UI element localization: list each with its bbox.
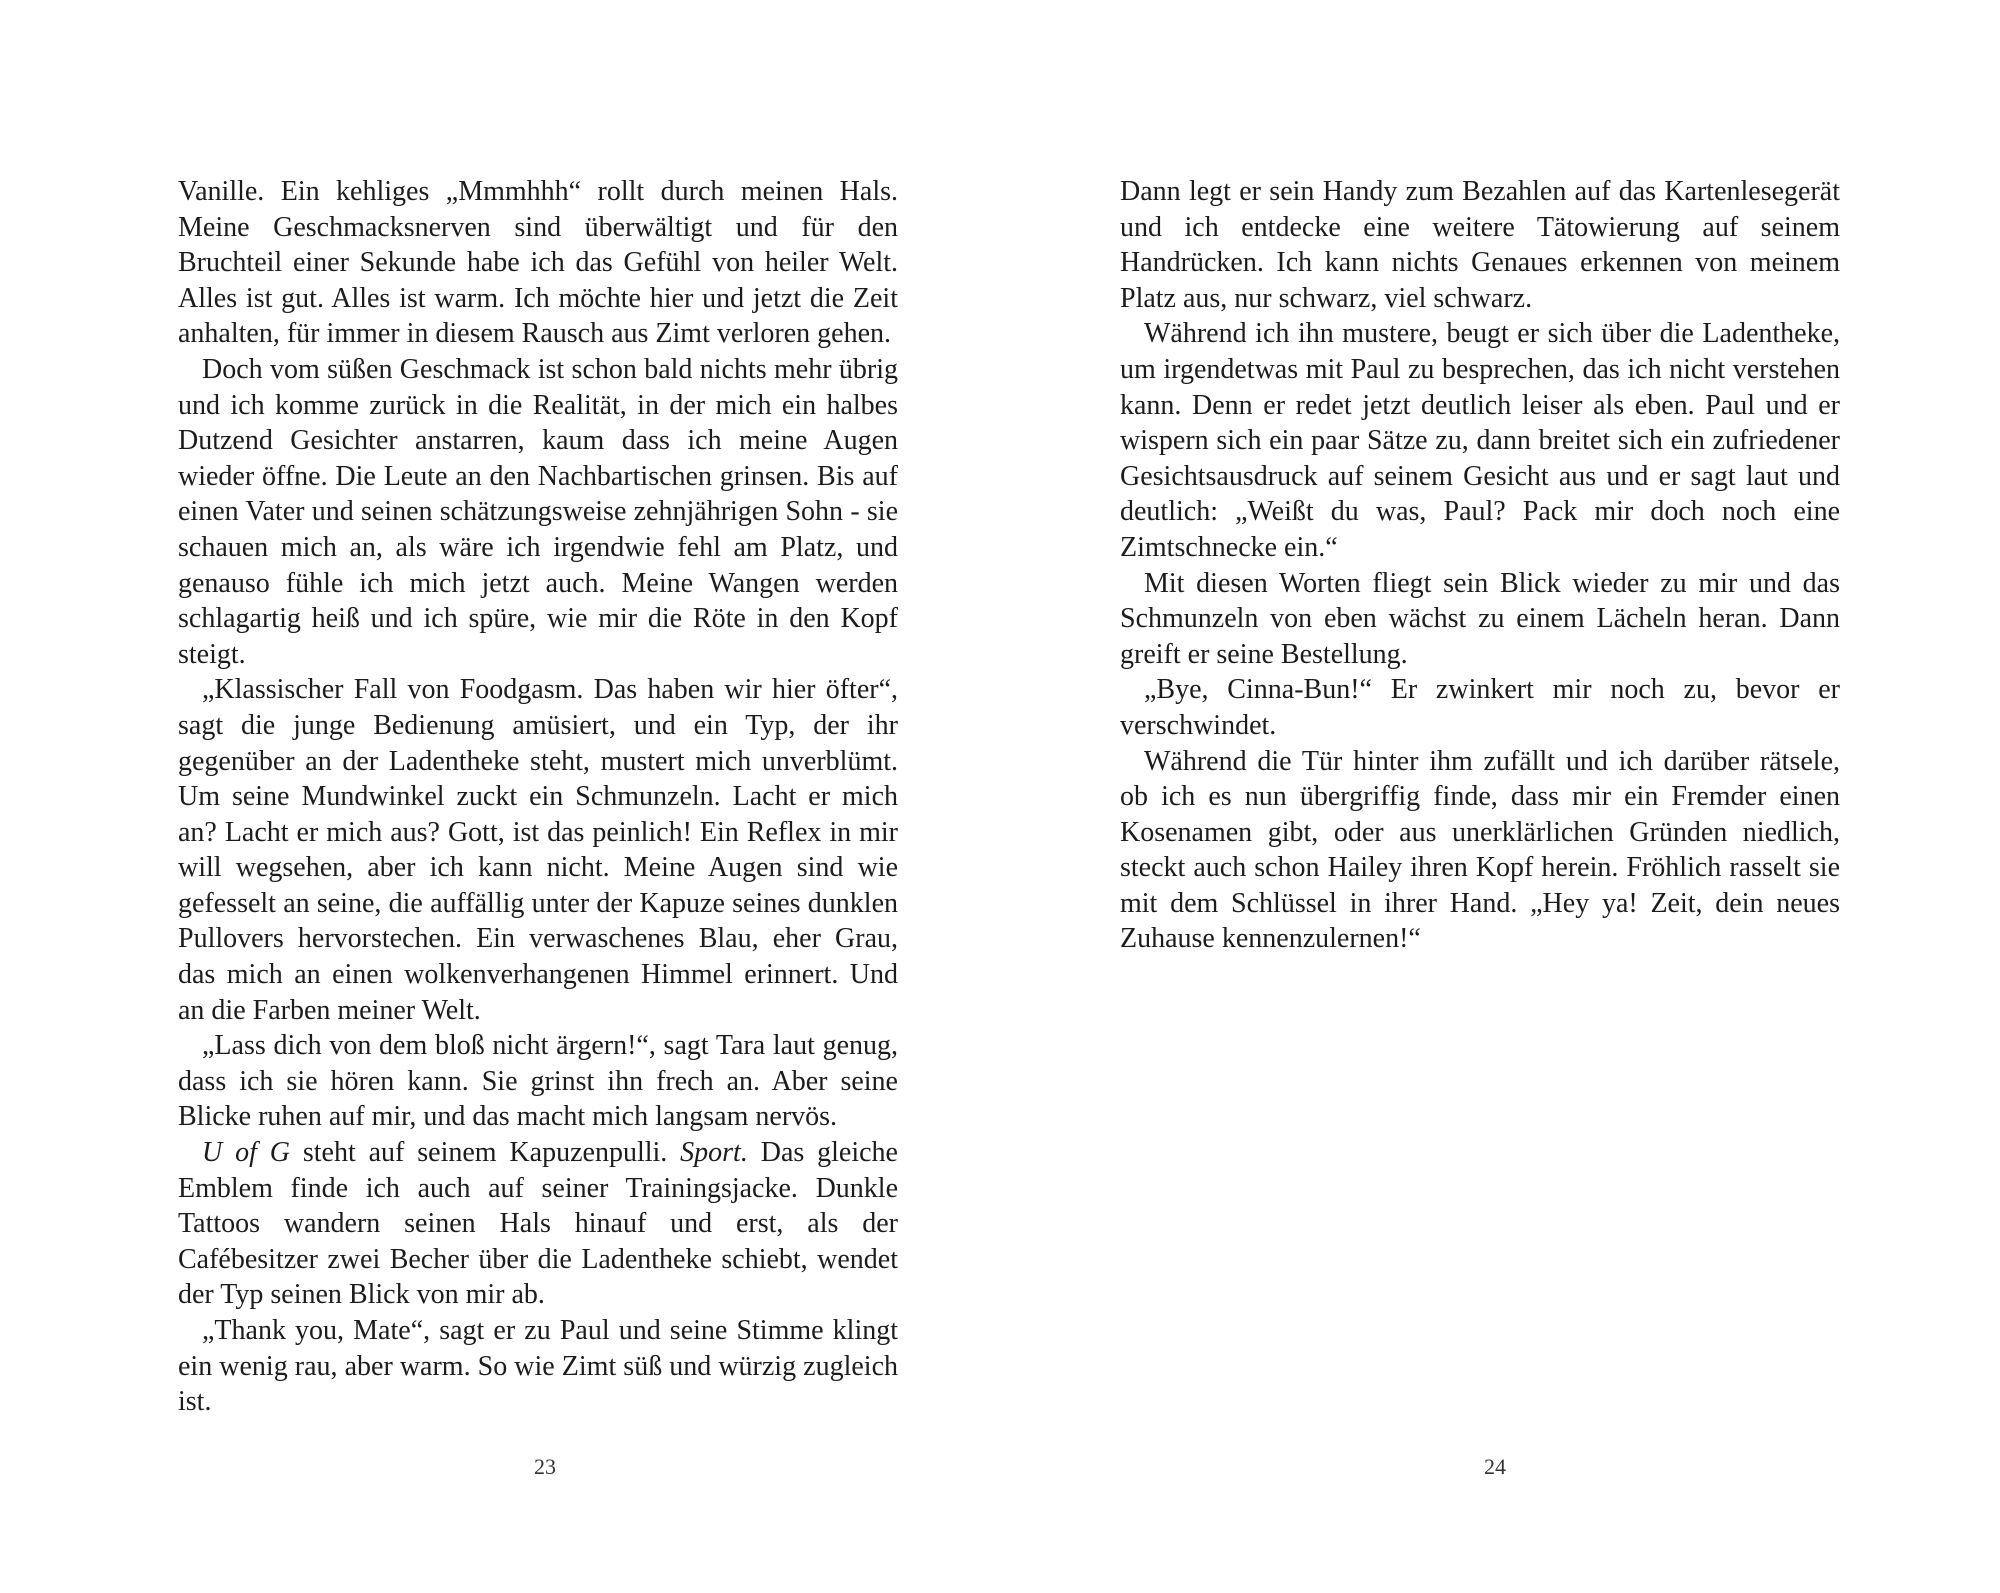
italic-text: U of G: [202, 1137, 290, 1169]
left-page-text: [178, 174, 898, 1420]
paragraph: Doch vom süßen Geschmack ist schon bald nichts mehr übrig und ich komme zurück in die Realität, in der mich ein halbes Dutzend Gesichter anstarren, kaum dass ich meine Augen wieder öffne. Die Leute an den Nachbartischen grinsen. Bis auf einen Vater und seinen schätzungsweise zehnjährigen Sohn - sie schauen mich an, als wäre ich irgendwie fehl am Platz, und genauso fühle ich mich jetzt auch. Meine Wangen werden schlagartig heiß und ich spüre, wie mir die Röte in den Kopf steigt.: [178, 353, 898, 670]
page-number: 23: [534, 1454, 556, 1479]
paragraph: Mit diesen Worten fliegt sein Blick wieder zu mir und das Schmunzeln von eben wächst zu einem Lächeln heran. Dann greift er seine Bestellung.: [1120, 567, 1840, 670]
italic-text: Sport.: [680, 1137, 748, 1169]
paragraph: Dann legt er sein Handy zum Bezahlen auf das Kartenlesegerät und ich entdecke eine weitere Tätowierung auf seinem Handrücken. Ich kann nichts Genaues erkennen von meinem Platz aus, nur schwarz, viel schwarz.: [1120, 176, 1840, 314]
right-page: [1000, 0, 2000, 1593]
page-number: 24: [1484, 1454, 1506, 1479]
paragraph-text: Das gleiche Emblem finde ich auch auf seiner Trainingsjacke. Dunkle Tattoos wandern seinen Hals hinauf und erst, als der Cafébesitzer zwei Becher über die Ladentheke schiebt, wendet der Typ seinen Blick von mir ab.: [178, 1137, 898, 1311]
paragraph: Während ich ihn mustere, beugt er sich über die Ladentheke, um irgendetwas mit Paul zu besprechen, das ich nicht verstehen kann. Denn er redet jetzt deutlich leiser als eben. Paul und er wispern sich ein paar Sätze zu, dann breitet sich ein zufriedener Gesichtsausdruck auf seinem Gesicht aus und er sagt laut und deutlich: „Weißt du was, Paul? Pack mir doch noch eine Zimtschnecke ein.“: [1120, 318, 1840, 563]
paragraph: „Bye, Cinna-Bun!“ Er zwinkert mir noch zu, bevor er verschwindet.: [1120, 674, 1840, 741]
paragraph-text: steht auf seinem Kapuzenpulli.: [289, 1137, 681, 1169]
paragraph: [178, 1135, 898, 1313]
paragraph: „Thank you, Mate“, sagt er zu Paul und seine Stimme klingt ein wenig rau, aber warm. So wie Zimt süß und würzig zugleich ist.: [178, 1315, 898, 1418]
paragraph: Vanille. Ein kehliges „Mmmhhh“ rollt durch meinen Hals. Meine Geschmacksnerven sind überwältigt und für den Bruchteil einer Sekunde habe ich das Gefühl von heiler Welt. Alles ist gut. Alles ist warm. Ich möchte hier und jetzt die Zeit anhalten, für immer in diesem Rausch aus Zimt verloren gehen.: [178, 176, 898, 350]
paragraph: „Klassischer Fall von Foodgasm. Das haben wir hier öfter“, sagt die junge Bedienung amüsiert, und ein Typ, der ihr gegenüber an der Ladentheke steht, mustert mich unverblümt. Um seine Mundwinkel zuckt ein Schmunzeln. Lacht er mich an? Lacht er mich aus? Gott, ist das peinlich! Ein Reflex in mir will wegsehen, aber ich kann nicht. Meine Augen sind wie gefesselt an seine, die auffällig unter der Kapuze seines dunklen Pullovers hervorstechen. Ein verwaschenes Blau, eher Grau, das mich an einen wolkenverhangenen Himmel erinnert. Und an die Farben meiner Welt.: [178, 674, 898, 1026]
right-page-text: [1120, 174, 1840, 957]
paragraph: „Lass dich von dem bloß nicht ärgern!“, sagt Tara laut genug, dass ich sie hören kann. Sie grinst ihn frech an. Aber seine Blicke ruhen auf mir, und das macht mich langsam nervös.: [178, 1030, 898, 1133]
paragraph: Während die Tür hinter ihm zufällt und ich darüber rätsele, ob ich es nun übergriffig finde, dass mir ein Fremder einen Kosenamen gibt, oder aus unerklärlichen Gründen niedlich, steckt auch schon Hailey ihren Kopf herein. Fröhlich rasselt sie mit dem Schlüssel in ihrer Hand. „Hey ya! Zeit, dein neues Zuhause kennenzulernen!“: [1120, 745, 1840, 955]
